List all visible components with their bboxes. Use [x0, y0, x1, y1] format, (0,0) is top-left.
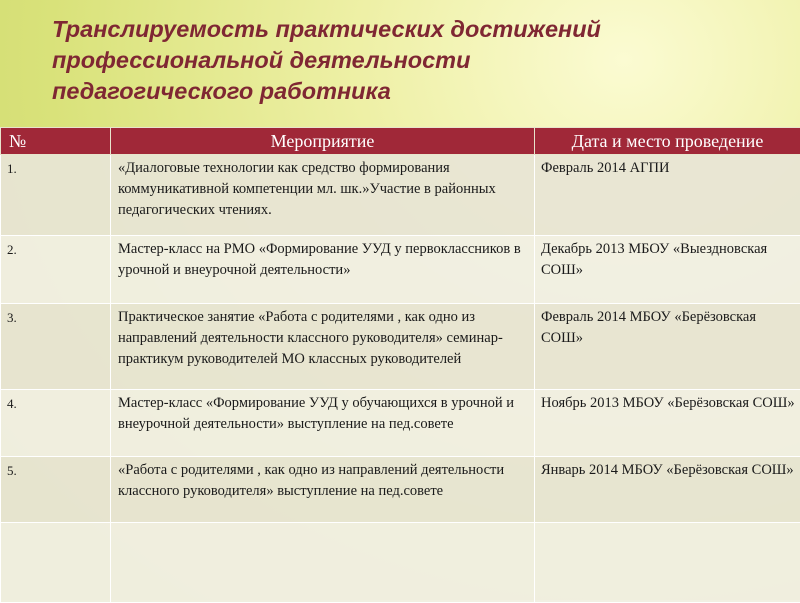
- row-event: Мастер-класс на РМО «Формирование УУД у первоклассников в урочной и внеурочной деятельности»: [111, 236, 535, 304]
- row-date-place: Февраль 2014 МБОУ «Берёзовская СОШ»: [535, 304, 800, 390]
- row-event: «Работа с родителями , как одно из направлений деятельности классного руководителя» выступление на пед.совете: [111, 457, 535, 523]
- row-event: Мастер-класс «Формирование УУД у обучающихся в урочной и внеурочной деятельности» выступление на пед.совете: [111, 390, 535, 457]
- row-date-place: Ноябрь 2013 МБОУ «Берёзовская СОШ»: [535, 390, 800, 457]
- empty-cell: [1, 523, 111, 603]
- row-event: Практическое занятие «Работа с родителями , как одно из направлений деятельности классного руководителя» семинар-практикум руководителей МО классных руководителей: [111, 304, 535, 390]
- row-number: 2.: [1, 236, 111, 304]
- table-header-row: [1, 128, 800, 155]
- table-row: [1, 155, 800, 236]
- row-number: 3.: [1, 304, 111, 390]
- header-number: №: [1, 128, 111, 155]
- row-date-place: Февраль 2014 АГПИ: [535, 155, 800, 236]
- header-date-place: Дата и место проведение: [535, 128, 800, 155]
- row-event: «Диалоговые технологии как средство формирования коммуникативной компетенции мл. шк.»Участие в районных педагогических чтениях.: [111, 155, 535, 236]
- table-row: [1, 390, 800, 457]
- header-event: Мероприятие: [111, 128, 535, 155]
- empty-cell: [111, 523, 535, 603]
- empty-cell: [535, 523, 800, 603]
- title-line-1: Транслируемость практических достижений: [52, 14, 772, 45]
- row-date-place: Декабрь 2013 МБОУ «Выездновская СОШ»: [535, 236, 800, 304]
- table-row: [1, 304, 800, 390]
- achievements-table: [0, 127, 800, 603]
- row-date-place: Январь 2014 МБОУ «Берёзовская СОШ»: [535, 457, 800, 523]
- row-number: 5.: [1, 457, 111, 523]
- table-row: [1, 236, 800, 304]
- slide-title: [52, 14, 772, 107]
- row-number: 1.: [1, 155, 111, 236]
- title-line-3: педагогического работника: [52, 76, 772, 107]
- row-number: 4.: [1, 390, 111, 457]
- table-row-empty: [1, 523, 800, 603]
- table-row: [1, 457, 800, 523]
- title-line-2: профессиональной деятельности: [52, 45, 772, 76]
